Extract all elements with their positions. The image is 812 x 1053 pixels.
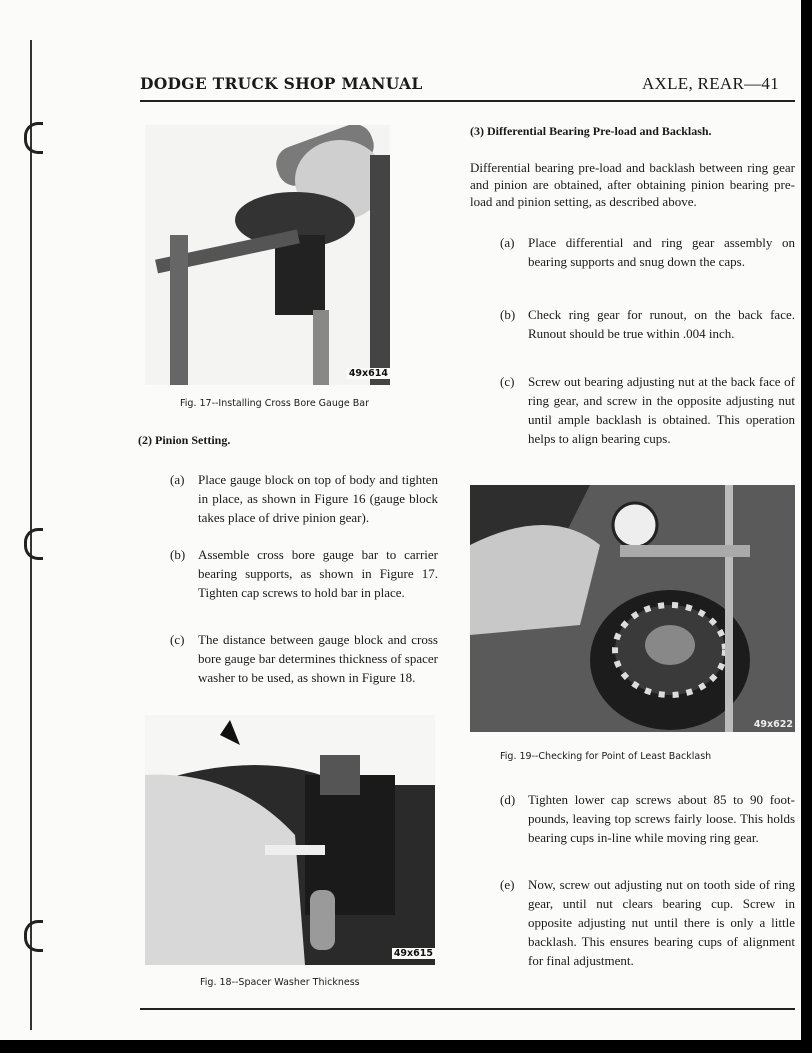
item-label: (b)	[500, 307, 516, 322]
list-item	[500, 233, 795, 271]
item-text: Now, screw out adjusting nut on tooth side of ring gear, until nut clears bearing cup. Screw in opposite adjusting nut until there is only a little backlash. This ensures bearing cups of alignment for final adjustment.	[528, 877, 795, 968]
item-text: Check ring gear for runout, on the back face. Runout should be true within .004 inch.	[528, 307, 795, 341]
list-item	[170, 545, 438, 602]
item-label: (d)	[500, 792, 516, 807]
manual-title: DODGE TRUCK SHOP MANUAL	[140, 74, 423, 93]
item-label: (a)	[500, 235, 515, 250]
item-text: Tighten lower cap screws about 85 to 90 foot-pounds, leaving top screws fairly loose. This holds bearing cups in-line while moving ring gear.	[528, 792, 795, 845]
differential-heading: (3) Differential Bearing Pre-load and Backlash.	[470, 124, 712, 138]
list-item	[170, 470, 438, 527]
footer-rule	[140, 1008, 795, 1010]
binder-hole	[24, 528, 43, 560]
item-label: (b)	[170, 547, 186, 562]
header-rule	[140, 100, 795, 102]
pinion-setting-heading: (2) Pinion Setting.	[138, 433, 231, 447]
fig17-number: 49x614	[348, 368, 388, 379]
fig19-photo	[470, 485, 795, 732]
list-item	[500, 875, 795, 970]
fig18-caption: Fig. 18--Spacer Washer Thickness	[200, 977, 360, 988]
list-item	[500, 305, 795, 343]
item-text: Place gauge block on top of body and tighten in place, as shown in Figure 16 (gauge block takes place of drive pinion gear).	[198, 472, 438, 525]
item-text: Place differential and ring gear assembly on bearing supports and snug down the caps.	[528, 235, 795, 269]
fig18-number: 49x615	[393, 948, 433, 959]
fig17-photo	[145, 125, 390, 385]
item-text: Assemble cross bore gauge bar to carrier bearing supports, as shown in Figure 17. Tighten cap screws to hold bar in place.	[198, 547, 438, 600]
section-page-number: AXLE, REAR—41	[641, 74, 779, 93]
intro-paragraph: Differential bearing pre-load and backlash between ring gear and pinion are obtained, after obtaining pinion bearing pre-load and pinion setting, as described above.	[470, 160, 795, 209]
fig19-caption: Fig. 19--Checking for Point of Least Backlash	[500, 751, 712, 762]
item-label: (c)	[500, 374, 515, 389]
list-item	[500, 372, 795, 448]
item-text: The distance between gauge block and cross bore gauge bar determines thickness of spacer washer to be used, as shown in Figure 18.	[198, 632, 438, 685]
fig17-caption: Fig. 17--Installing Cross Bore Gauge Bar	[180, 398, 370, 409]
item-label: (c)	[170, 632, 185, 647]
fig19-number: 49x622	[753, 719, 793, 730]
item-text: Screw out bearing adjusting nut at the back face of ring gear, and screw in the opposite adjusting nut until ample backlash is obtained. This operation helps to align bearing cups.	[528, 374, 795, 446]
list-item	[500, 790, 795, 847]
item-label: (a)	[170, 472, 185, 487]
binder-hole	[24, 122, 43, 154]
fig18-photo	[145, 715, 435, 965]
binder-hole	[24, 920, 43, 952]
list-item	[170, 630, 438, 687]
item-label: (e)	[500, 877, 515, 892]
